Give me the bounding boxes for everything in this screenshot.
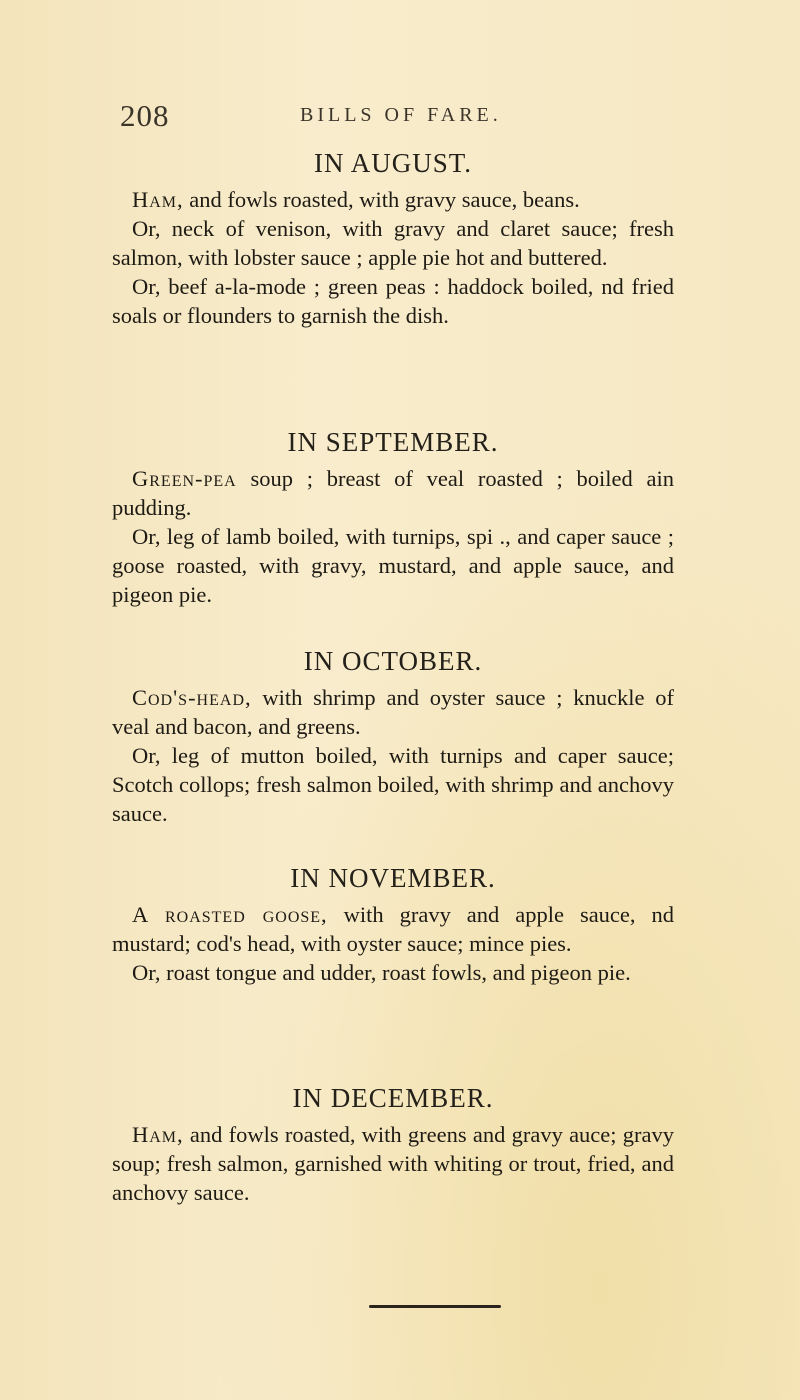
paragraph: Cod's-head, with shrimp and oyster sauce ; knuckle of veal and bacon, and greens. xyxy=(112,685,674,739)
section-november xyxy=(112,863,674,987)
page-number: 208 xyxy=(120,98,170,133)
paragraph: Ham, and fowls roasted, with gravy sauce, beans. xyxy=(132,187,580,212)
paragraph: Or, neck of venison, with gravy and claret sauce; fresh salmon, with lobster sauce ; apple pie hot and buttered. xyxy=(112,216,674,270)
page-header xyxy=(0,98,800,138)
section-september xyxy=(112,427,674,609)
paragraph: Or, leg of lamb boiled, with turnips, spi ., and caper sauce ; goose roasted, with gravy, mustard, and apple sauce, and pigeon pie. xyxy=(112,524,674,607)
section-heading: IN NOVEMBER. xyxy=(290,863,496,893)
paragraph: Or, roast tongue and udder, roast fowls, and pigeon pie. xyxy=(132,960,631,985)
paragraph: Or, beef a-la-mode ; green peas : haddock boiled, nd fried soals or flounders to garnish the dish. xyxy=(112,274,674,328)
section-heading: IN SEPTEMBER. xyxy=(287,427,499,457)
section-december xyxy=(112,1083,674,1207)
section-heading: IN DECEMBER. xyxy=(292,1083,494,1113)
paragraph: A roasted goose, with gravy and apple sauce, nd mustard; cod's head, with oyster sauce; mince pies. xyxy=(112,902,674,956)
section-october xyxy=(112,646,674,828)
paragraph: Green-pea soup ; breast of veal roasted ; boiled ain pudding. xyxy=(112,466,674,520)
paragraph: Or, leg of mutton boiled, with turnips and caper sauce; Scotch collops; fresh salmon boiled, with shrimp and anchovy sauce. xyxy=(112,743,674,826)
section-august xyxy=(112,148,674,330)
section-heading: IN OCTOBER. xyxy=(303,646,483,676)
section-heading: IN AUGUST. xyxy=(314,148,472,178)
paragraph: Ham, and fowls roasted, with greens and gravy auce; gravy soup; fresh salmon, garnished with whiting or trout, fried, and anchovy sauce. xyxy=(112,1122,674,1205)
closing-rule xyxy=(369,1305,501,1308)
running-head: BILLS OF FARE. xyxy=(300,104,502,126)
